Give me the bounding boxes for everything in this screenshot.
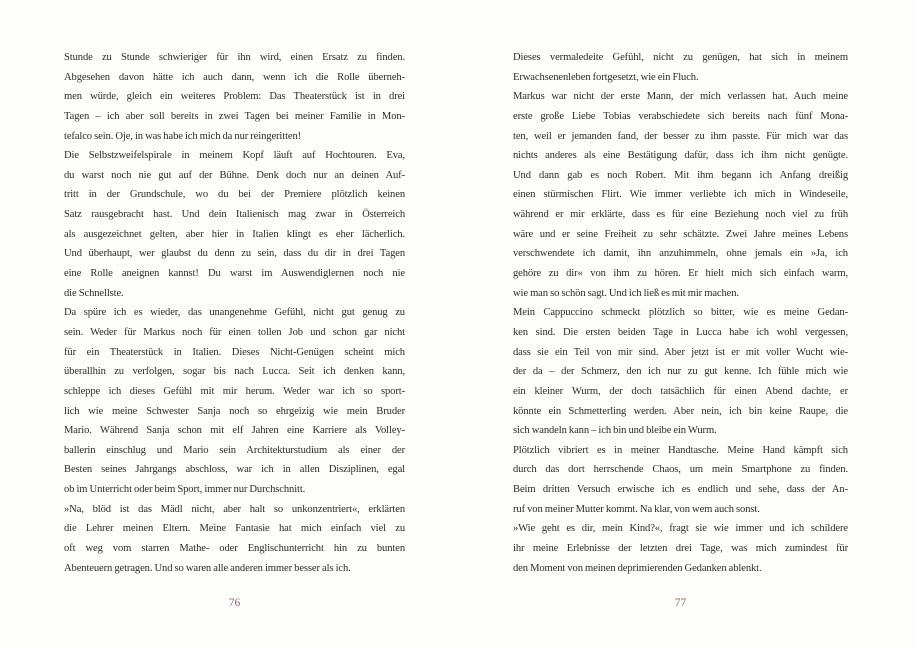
text-line: Da spüre ich es wieder, das unangenehme Gefühl, nicht gut genug zu xyxy=(64,307,405,319)
text-line: ken sind. Die ersten beiden Tage in Lucca habe ich wohl vergessen, xyxy=(513,326,848,338)
text-line: verschwendete ich damit, ihn anzuhimmeln, ohne jemals ein »Ja, ich xyxy=(513,248,848,260)
text-line: Und dann gab es noch Robert. Mit ihm begann ich Anfang dreißig xyxy=(513,169,848,181)
text-line: »Wie geht es dir, mein Kind?«, fragt sie wie immer und ich schildere xyxy=(513,523,848,535)
text-line: nichts anderes als eine Bestätigung dafür, dass ich ihm nicht genügte. xyxy=(513,150,848,162)
text-line: dass sie ein Teil von mir sind. Aber jetzt ist er mit voller Wucht wie- xyxy=(513,346,848,358)
text-line: men würde, gleich ein weiteres Problem: Das Theaterstück ist in drei xyxy=(64,91,405,103)
text-line: ihr meine Erlebnisse der letzten drei Tage, was mich zumindest für xyxy=(513,543,848,555)
text-line: schleppe ich dieses Gefühl mit mir herum. Weder war ich so sport- xyxy=(64,385,405,397)
text-line: Besten seines Jahrgangs abschloss, war ich in allen Disziplinen, egal xyxy=(64,464,405,476)
text-line: Und überhaupt, wer glaubst du denn zu sein, dass du dir in drei Tagen xyxy=(64,248,405,260)
text-line: sich wandeln kann – ich bin und bleibe ein Wurm. xyxy=(513,425,717,437)
text-line: den Moment von meinen deprimierenden Gedanken ablenkt. xyxy=(513,562,762,574)
text-line: ein kleiner Wurm, der doch tatsächlich für einen Abend dachte, er xyxy=(513,385,848,397)
text-line: ten, weil er jemanden fand, der besser zu ihm passte. Für mich war das xyxy=(513,130,848,142)
text-line: Stunde zu Stunde schwieriger für ihn wird, einen Ersatz zu finden. xyxy=(64,52,405,63)
text-line: ruf von meiner Mutter kommt. Na klar, von wem auch sonst. xyxy=(513,503,760,515)
text-line: der da – der Schmerz, den ich nur zu gut kenne. Ich fühle mich wie xyxy=(513,366,848,378)
text-line: lich wie meine Schwester Sanja noch so ehrgeizig wie mein Bruder xyxy=(64,405,405,417)
text-line: könnte ein Schmetterling werden. Aber nein, ich bin keine Raupe, die xyxy=(513,405,848,417)
text-line: wie man so schön sagt. Und ich ließ es mit mir machen. xyxy=(513,287,739,299)
text-line: sein. Weder für Markus noch für einen tollen Job und schon gar nicht xyxy=(64,326,405,338)
text-line: für ein Theaterstück in Italien. Dieses Nicht-Genügen scheint mich xyxy=(64,346,405,358)
text-line: während er mir erklärte, dass es für eine Beziehung noch viel zu früh xyxy=(513,209,848,221)
text-line: du warst noch nie gut auf der Bühne. Denk doch nur an deinen Auf- xyxy=(64,169,405,181)
text-line: Erwachsenenleben fortgesetzt, wie ein Fluch. xyxy=(513,71,699,83)
page-left-number: 76 xyxy=(228,597,241,609)
page-right-text xyxy=(513,48,848,578)
text-line: Mein Cappuccino schmeckt plötzlich so bitter, wie es meine Gedan- xyxy=(513,307,848,319)
text-line: eine Rolle aneignen kannst! Du warst im Auswendiglernen noch nie xyxy=(64,268,405,280)
text-line: tritt in der Grundschule, wo du bei der Premiere plötzlich keinen xyxy=(64,189,405,201)
text-line: Die Selbstzweifelspirale in meinem Kopf läuft auf Hochtouren. Eva, xyxy=(64,150,405,162)
text-line: ballerin einschlug und Mario sein Architekturstudium als einer der xyxy=(64,444,405,456)
text-line: Plötzlich vibriert es in meiner Handtasche. Meine Hand kämpft sich xyxy=(513,444,848,456)
text-line: Dieses vermaledeite Gefühl, nicht zu genügen, hat sich in meinem xyxy=(513,52,848,63)
text-line: gehöre zu dir« von ihm zu hören. Er hielt mich sich einfach warm, xyxy=(513,268,848,280)
text-line: Abenteuern getragen. Und so waren alle anderen immer besser als ich. xyxy=(64,562,351,574)
page-left-text xyxy=(64,48,405,578)
text-line: einen stürmischen Flirt. Wie immer verliebte ich mich in Windeseile, xyxy=(513,189,848,201)
text-line: »Na, blöd ist das Mädl nicht, aber halt so unkonzentriert«, erklärten xyxy=(64,503,405,515)
text-line: ob im Unterricht oder beim Sport, immer nur Durchschnitt. xyxy=(64,484,306,496)
text-line: Satz rausgebracht hast. Und dein Italienisch mag zwar in Österreich xyxy=(64,209,405,221)
text-line: überallhin zu verfolgen, sogar bis nach Lucca. Seit ich denken kann, xyxy=(64,366,405,378)
text-line: oft weg vom starren Mathe- oder Englischunterricht hin zu bunten xyxy=(64,543,405,555)
text-line: wäre und er seine Freiheit zu sehr schätzte. Zwei Jahre meines Lebens xyxy=(513,228,848,240)
text-line: die Schnellste. xyxy=(64,287,124,299)
text-line: erste große Liebe Tobias verabschiedete sich bereits nach fünf Mona- xyxy=(513,110,848,122)
text-line: Tagen – ich aber soll bereits in zwei Tagen bei meiner Familie in Mon- xyxy=(64,110,405,122)
text-line: Markus war nicht der erste Mann, der mich verlassen hat. Auch meine xyxy=(513,91,848,103)
page-left xyxy=(0,0,458,648)
text-line: durch das dort herrschende Chaos, um mein Smartphone zu finden. xyxy=(513,464,848,476)
text-line: als ausgezeichnet gelten, aber hier in Italien klingt es eher lächerlich. xyxy=(64,228,405,240)
text-line: Abgesehen davon hätte ich auch dann, wenn ich die Rolle überneh- xyxy=(64,71,405,83)
page-right xyxy=(458,0,917,648)
page-right-number: 77 xyxy=(674,597,687,609)
text-line: Beim dritten Versuch erwische ich es endlich und sehe, dass der An- xyxy=(513,484,848,496)
text-line: tefalco sein. Oje, in was habe ich mich da nur reingeritten! xyxy=(64,130,302,142)
text-line: die Lehrer meinen Eltern. Meine Fantasie hat mich einfach viel zu xyxy=(64,523,405,535)
text-line: Mario. Während Sanja schon mit elf Jahren eine Karriere als Volley- xyxy=(64,425,405,437)
